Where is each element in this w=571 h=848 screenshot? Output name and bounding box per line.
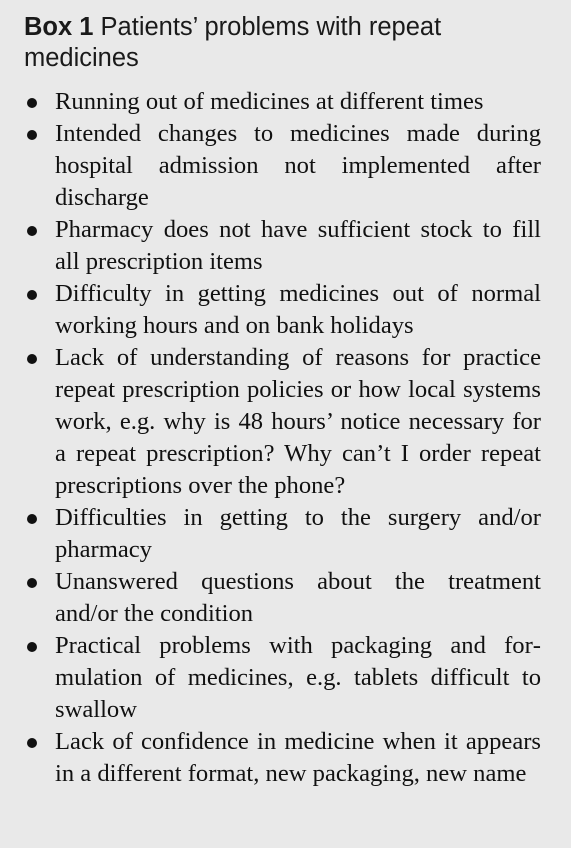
box-label: Box 1 [24, 13, 94, 41]
list-item [24, 86, 541, 118]
list-item-text: Lack of understanding of reasons for practice repeat prescription policies or how local systems work, e.g. why is 48 hours’ notice necessary for a repeat prescription? Why can’t I order repeat prescriptions over the phone? [55, 344, 541, 499]
problem-list [24, 86, 541, 790]
bullet-icon [27, 98, 37, 108]
list-item-text: Difficulty in getting medicines out of normal working hours and on bank holidays [55, 280, 541, 339]
list-item-text: Difficulties in getting to the surgery and/or pharmacy [55, 504, 541, 563]
list-item [24, 118, 541, 214]
list-item [24, 342, 541, 502]
list-item [24, 278, 541, 342]
list-item-text: Lack of confidence in medicine when it appears in a different format, new packaging, new name [55, 728, 541, 787]
list-item-text: Unanswered questions about the treatment and/or the condition [55, 568, 541, 627]
bullet-icon [27, 290, 37, 300]
bullet-icon [27, 514, 37, 524]
list-item [24, 566, 541, 630]
bullet-icon [27, 642, 37, 652]
list-item [24, 214, 541, 278]
bullet-icon [27, 578, 37, 588]
list-item [24, 726, 541, 790]
box-title [24, 12, 541, 74]
list-item-text: Pharmacy does not have sufficient stock to fill all prescription items [55, 216, 541, 275]
list-item-text: Running out of medicines at different times [55, 88, 484, 115]
list-item-text: Intended changes to medicines made during hospital admission not implemented after discharge [55, 120, 541, 211]
bullet-icon [27, 226, 37, 236]
bullet-icon [27, 130, 37, 140]
bullet-icon [27, 738, 37, 748]
list-item-text: Practical problems with packaging and formulation of medicines, e.g. tablets difficult to swallow [55, 632, 541, 723]
box-title-text: Patients’ problems with repeat medicines [24, 13, 442, 72]
list-item [24, 502, 541, 566]
list-item [24, 630, 541, 726]
bullet-icon [27, 354, 37, 364]
